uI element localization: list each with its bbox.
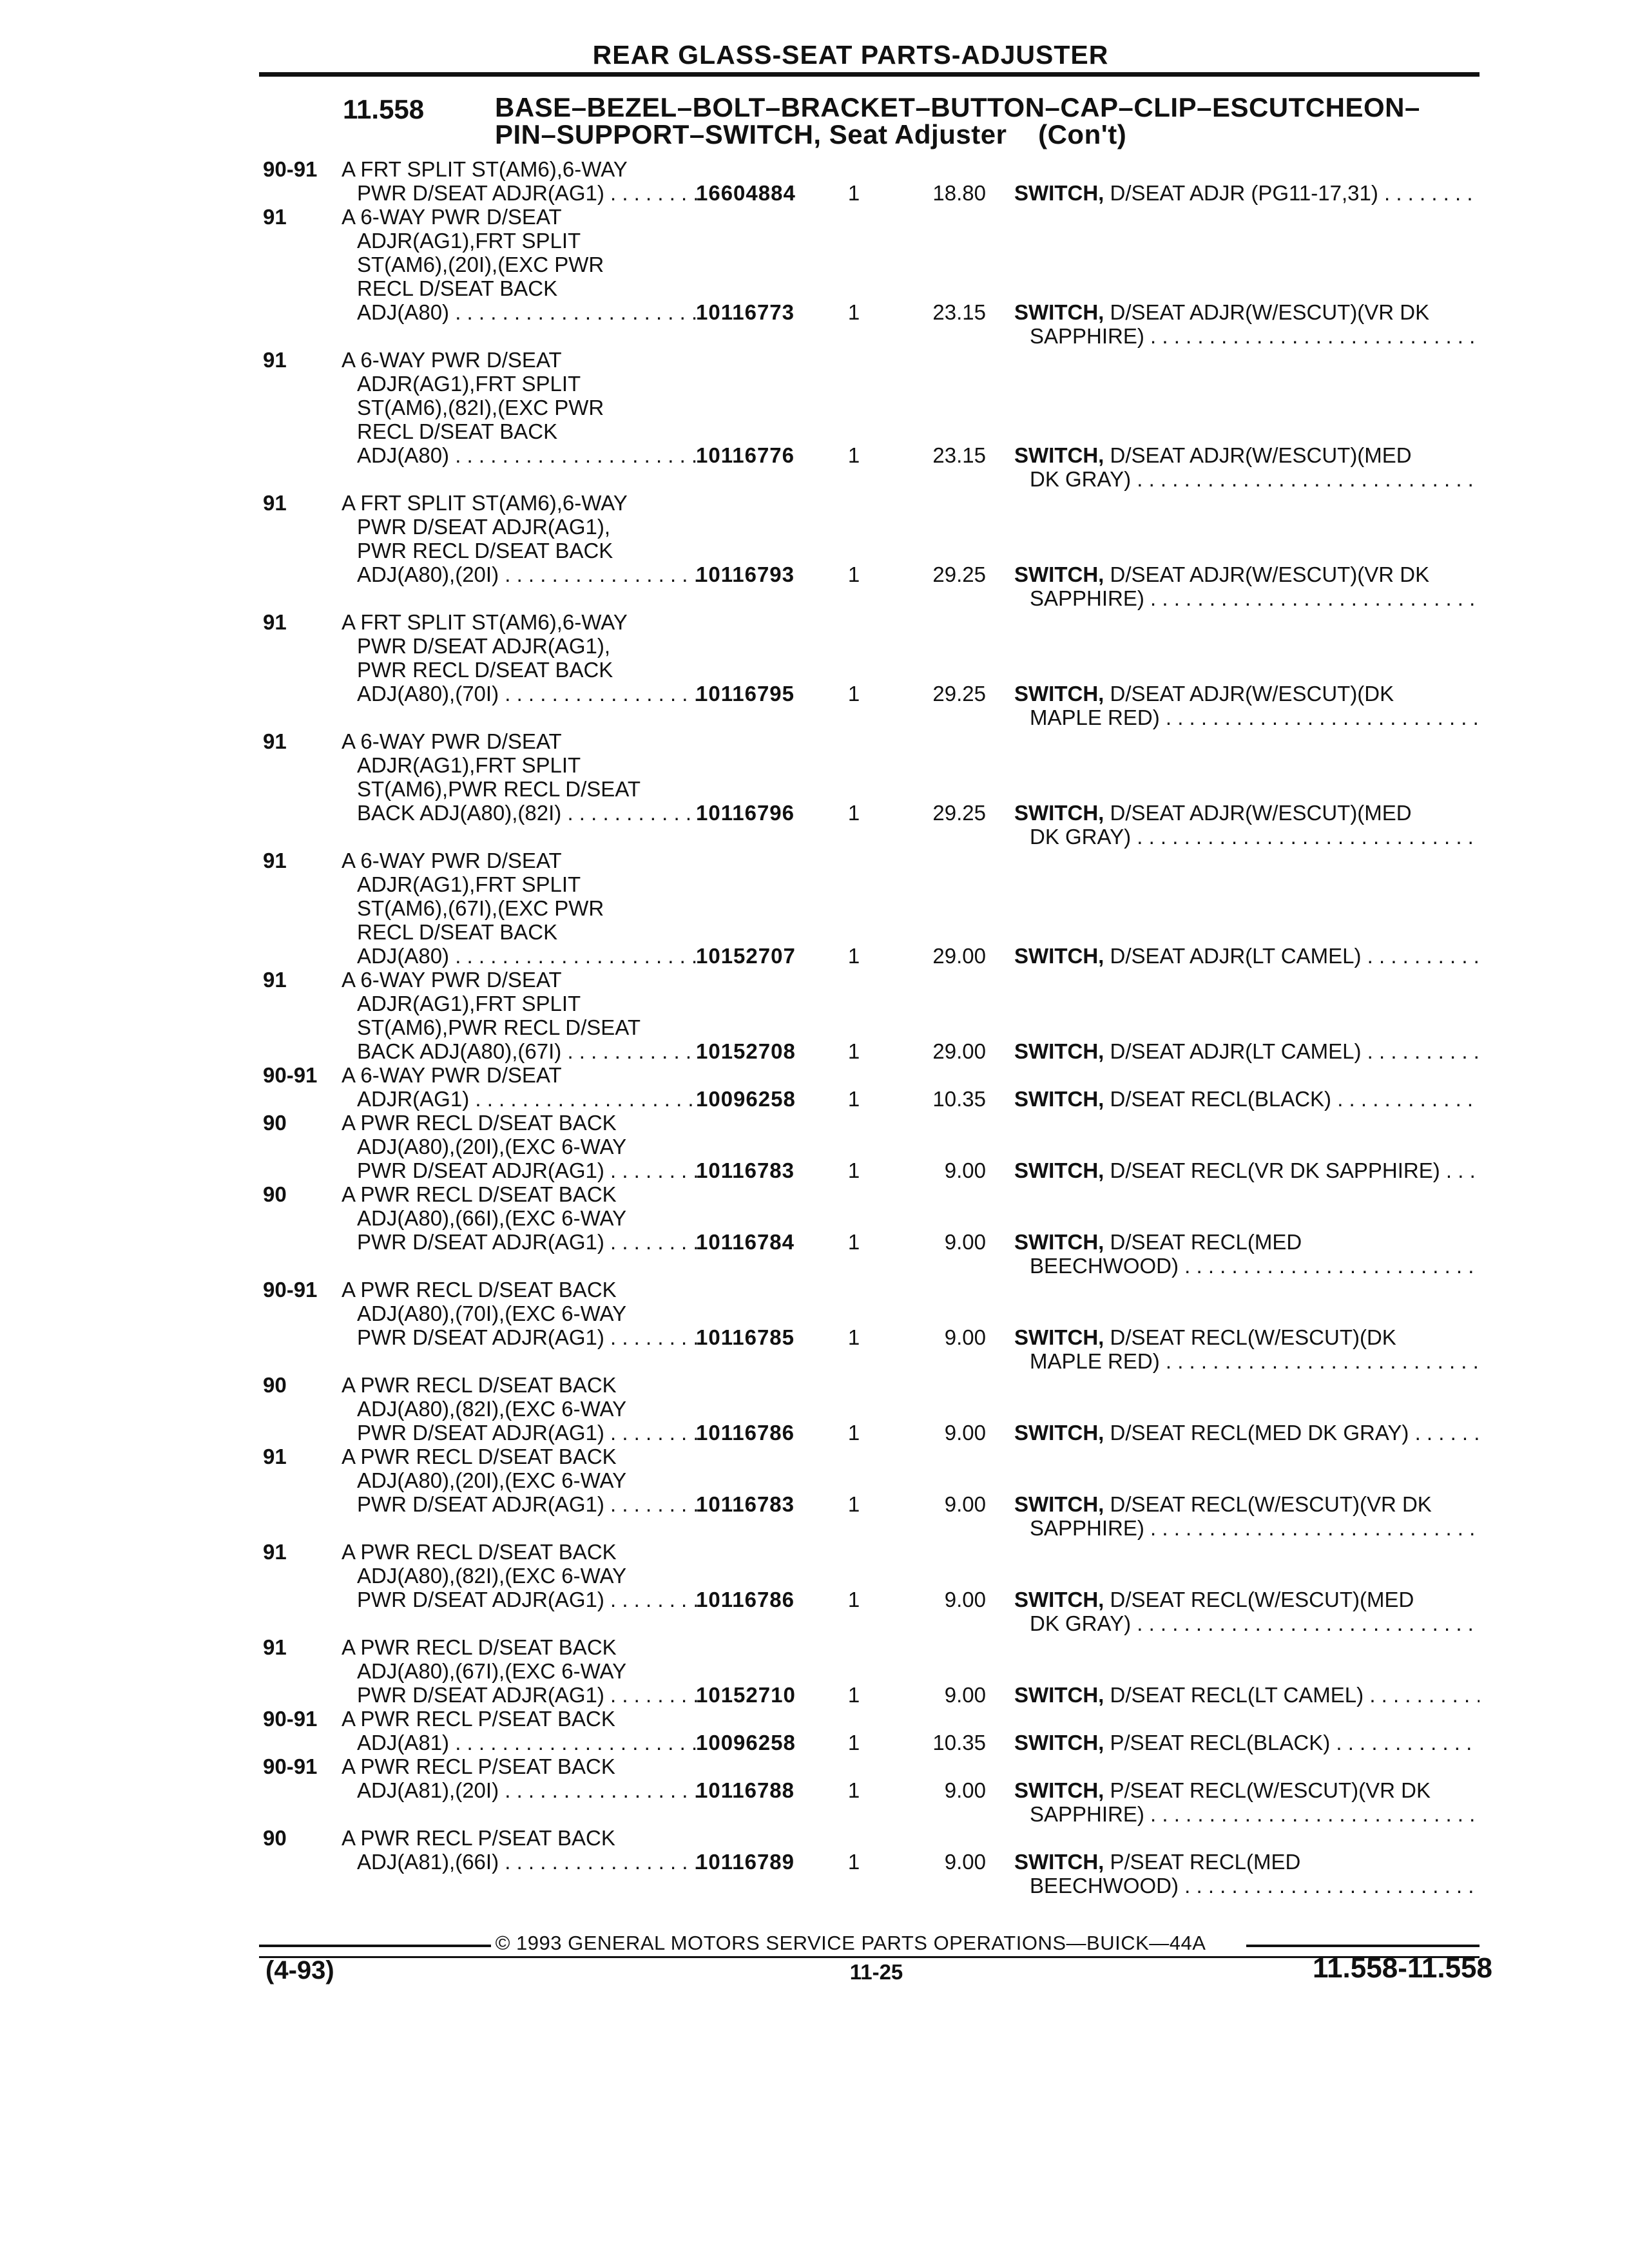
- quantity: 1: [847, 1158, 860, 1182]
- part-description: [1014, 443, 1480, 491]
- part-number: 10152708: [696, 1039, 796, 1063]
- description-line: BACK ADJ(A80),(67I) . . .: [342, 1039, 702, 1063]
- model-year: 91: [263, 1635, 287, 1659]
- description-line: ADJ(A80),(70I) . . .: [342, 682, 702, 706]
- part-number: 10116784: [696, 1230, 795, 1254]
- part-name: SWITCH,: [1014, 1731, 1104, 1754]
- part-description-line: [1014, 467, 1480, 491]
- application-description: [342, 1063, 702, 1111]
- part-description-line: [1014, 562, 1480, 586]
- section-title-line-2: PIN–SUPPORT–SWITCH, Seat Adjuster (Con't): [495, 119, 1127, 149]
- part-description-line: [1014, 181, 1480, 205]
- part-description: [1014, 1850, 1480, 1898]
- description-line: A FRT SPLIT ST(AM6),6-WAY: [342, 610, 628, 634]
- part-description: [1014, 1588, 1480, 1635]
- description-line: ADJ(A80),(20I) . . .: [342, 562, 702, 586]
- description-line: ADJ(A80),(20I),(EXC 6-WAY: [357, 1135, 627, 1158]
- model-year: 90-91: [263, 1063, 318, 1087]
- part-name: SWITCH,: [1014, 1325, 1104, 1349]
- part-entry: [0, 968, 1629, 1063]
- part-description-line: [1014, 1230, 1480, 1254]
- part-description: [1014, 1421, 1480, 1445]
- part-number: 10116776: [696, 443, 795, 467]
- part-description-line: [1014, 586, 1480, 610]
- description-line: A FRT SPLIT ST(AM6),6-WAY: [342, 491, 628, 515]
- part-description: [1014, 562, 1480, 610]
- part-entry: [0, 1635, 1629, 1707]
- part-entry: [0, 205, 1629, 348]
- application-description: [342, 1707, 702, 1754]
- model-year: 91: [263, 968, 287, 992]
- application-description: [342, 1373, 702, 1445]
- description-line: PWR D/SEAT ADJR(AG1) . . .: [342, 1588, 702, 1611]
- application-description: [342, 1182, 702, 1254]
- part-description-text: D/SEAT ADJR (PG11-17,31): [1110, 181, 1378, 205]
- part-description-text: D/SEAT RECL(VR DK SAPPHIRE): [1110, 1158, 1440, 1182]
- description-line: ST(AM6),PWR RECL D/SEAT: [357, 1015, 641, 1039]
- quantity: 1: [847, 1325, 860, 1349]
- part-entry: [0, 1540, 1629, 1635]
- description-line: PWR D/SEAT ADJR(AG1) . . .: [342, 1230, 702, 1254]
- model-year: 91: [263, 610, 287, 634]
- part-name: SWITCH,: [1014, 1778, 1104, 1802]
- part-description-line: [1014, 801, 1480, 825]
- application-description: [342, 610, 702, 706]
- part-description: [1014, 1087, 1480, 1111]
- description-line: ADJ(A80),(82I),(EXC 6-WAY: [357, 1564, 627, 1588]
- part-description-text: P/SEAT RECL(BLACK): [1110, 1731, 1331, 1754]
- description-line: A FRT SPLIT ST(AM6),6-WAY: [342, 157, 628, 181]
- model-year: 91: [263, 1540, 287, 1564]
- part-entry: [0, 491, 1629, 610]
- part-name: SWITCH,: [1014, 1683, 1104, 1707]
- description-line: PWR D/SEAT ADJR(AG1),: [357, 515, 611, 539]
- part-description-text: D/SEAT RECL(MED DK GRAY): [1110, 1421, 1409, 1445]
- part-description-text: D/SEAT ADJR(W/ESCUT)(DK: [1110, 682, 1394, 706]
- description-line: ADJ(A80) . . .: [342, 300, 702, 324]
- application-description: [342, 1278, 702, 1349]
- part-description-text: D/SEAT ADJR(LT CAMEL): [1110, 944, 1362, 968]
- part-description: [1014, 1230, 1480, 1278]
- part-description-text: D/SEAT ADJR(W/ESCUT)(MED: [1110, 801, 1412, 825]
- part-description-line: [1014, 1087, 1480, 1111]
- application-description: [342, 1445, 702, 1516]
- part-entry: [0, 348, 1629, 491]
- part-description-text: BEECHWOOD): [1030, 1254, 1179, 1278]
- application-description: [342, 849, 702, 968]
- part-name: SWITCH,: [1014, 181, 1104, 205]
- part-number: 10116795: [696, 682, 795, 706]
- price: 9.00: [944, 1778, 986, 1802]
- part-entry: [0, 1826, 1629, 1898]
- description-line: ADJR(AG1) . . .: [342, 1087, 702, 1111]
- part-name: SWITCH,: [1014, 1850, 1104, 1874]
- part-description-text: MAPLE RED): [1030, 706, 1160, 729]
- application-description: [342, 157, 702, 205]
- price: 9.00: [944, 1683, 986, 1707]
- price: 29.25: [932, 801, 986, 825]
- part-description-line: [1014, 682, 1480, 706]
- price: 29.00: [932, 1039, 986, 1063]
- application-description: [342, 205, 702, 324]
- footer-page-number: 11-25: [849, 1960, 903, 1984]
- description-line: ADJR(AG1),FRT SPLIT: [357, 992, 581, 1015]
- part-description-line: [1014, 1516, 1480, 1540]
- quantity: 1: [847, 1230, 860, 1254]
- part-number: 10116788: [696, 1778, 795, 1802]
- part-name: SWITCH,: [1014, 1588, 1104, 1611]
- description-line: ADJR(AG1),FRT SPLIT: [357, 753, 581, 777]
- part-description-text: D/SEAT RECL(W/ESCUT)(MED: [1110, 1588, 1414, 1611]
- part-description: [1014, 1778, 1480, 1826]
- application-description: [342, 1111, 702, 1182]
- description-line: PWR D/SEAT ADJR(AG1) . . .: [342, 1683, 702, 1707]
- part-entry: [0, 1111, 1629, 1182]
- description-line: ADJ(A80),(67I),(EXC 6-WAY: [357, 1659, 627, 1683]
- part-number: 10096258: [696, 1087, 796, 1111]
- price: 10.35: [932, 1731, 986, 1754]
- part-description-text: SAPPHIRE): [1030, 1516, 1144, 1540]
- part-description: [1014, 801, 1480, 849]
- part-description-line: [1014, 324, 1480, 348]
- quantity: 1: [847, 300, 860, 324]
- part-description-text: P/SEAT RECL(MED: [1110, 1850, 1301, 1874]
- quantity: 1: [847, 443, 860, 467]
- description-line: ADJ(A81) . . .: [342, 1731, 702, 1754]
- application-description: [342, 1635, 702, 1707]
- quantity: 1: [847, 1778, 860, 1802]
- application-description: [342, 1754, 702, 1802]
- description-line: A PWR RECL P/SEAT BACK: [342, 1707, 615, 1731]
- part-description-text: SAPPHIRE): [1030, 1802, 1144, 1826]
- part-name: SWITCH,: [1014, 944, 1104, 968]
- quantity: 1: [847, 682, 860, 706]
- part-number: 10116793: [696, 562, 795, 586]
- description-line: A PWR RECL D/SEAT BACK: [342, 1182, 617, 1206]
- description-line: ADJ(A80),(20I),(EXC 6-WAY: [357, 1468, 627, 1492]
- model-year: 91: [263, 491, 287, 515]
- part-description-line: [1014, 1850, 1480, 1874]
- description-line: PWR D/SEAT ADJR(AG1) . . .: [342, 181, 702, 205]
- description-line: PWR D/SEAT ADJR(AG1) . . .: [342, 1158, 702, 1182]
- description-line: PWR D/SEAT ADJR(AG1),: [357, 634, 611, 658]
- part-description: [1014, 682, 1480, 729]
- description-line: ADJR(AG1),FRT SPLIT: [357, 372, 581, 396]
- description-line: A PWR RECL D/SEAT BACK: [342, 1111, 617, 1135]
- price: 29.25: [932, 682, 986, 706]
- application-description: [342, 968, 702, 1063]
- description-line: A PWR RECL D/SEAT BACK: [342, 1635, 617, 1659]
- part-name: SWITCH,: [1014, 1087, 1104, 1111]
- part-entry: [0, 157, 1629, 205]
- part-number: 10152710: [696, 1683, 796, 1707]
- description-line: RECL D/SEAT BACK: [357, 276, 558, 300]
- part-description: [1014, 1683, 1480, 1707]
- quantity: 1: [847, 181, 860, 205]
- description-line: A 6-WAY PWR D/SEAT: [342, 729, 562, 753]
- application-description: [342, 1540, 702, 1611]
- part-description-line: [1014, 1039, 1480, 1063]
- part-name: SWITCH,: [1014, 682, 1104, 706]
- part-number: 10116773: [696, 300, 795, 324]
- part-description-line: [1014, 1325, 1480, 1349]
- part-description-text: MAPLE RED): [1030, 1349, 1160, 1373]
- description-line: A PWR RECL P/SEAT BACK: [342, 1754, 615, 1778]
- part-name: SWITCH,: [1014, 300, 1104, 324]
- description-line: ADJ(A81),(66I) . . .: [342, 1850, 702, 1874]
- description-line: A 6-WAY PWR D/SEAT: [342, 205, 562, 229]
- part-description-line: [1014, 1421, 1480, 1445]
- part-description: [1014, 1492, 1480, 1540]
- part-description-text: D/SEAT RECL(LT CAMEL): [1110, 1683, 1364, 1707]
- description-line: A 6-WAY PWR D/SEAT: [342, 348, 562, 372]
- application-description: [342, 1826, 702, 1874]
- description-line: A 6-WAY PWR D/SEAT: [342, 1063, 562, 1087]
- part-description-text: DK GRAY): [1030, 467, 1132, 491]
- part-name: SWITCH,: [1014, 1158, 1104, 1182]
- part-description-line: [1014, 1349, 1480, 1373]
- model-year: 90-91: [263, 1278, 318, 1302]
- part-description-text: DK GRAY): [1030, 825, 1132, 849]
- part-entry: [0, 1707, 1629, 1754]
- part-description-text: D/SEAT ADJR(W/ESCUT)(VR DK: [1110, 562, 1430, 586]
- description-line: ADJR(AG1),FRT SPLIT: [357, 229, 581, 253]
- part-name: SWITCH,: [1014, 1230, 1104, 1254]
- model-year: 91: [263, 729, 287, 753]
- quantity: 1: [847, 1492, 860, 1516]
- part-description-line: [1014, 1492, 1480, 1516]
- part-number: 10116786: [696, 1421, 795, 1445]
- part-number: 16604884: [696, 181, 796, 205]
- footer-rule-bottom: [259, 1956, 1480, 1958]
- part-entry: [0, 1278, 1629, 1373]
- price: 9.00: [944, 1492, 986, 1516]
- part-description-line: [1014, 1588, 1480, 1611]
- price: 9.00: [944, 1325, 986, 1349]
- part-description-text: D/SEAT ADJR(W/ESCUT)(VR DK: [1110, 300, 1430, 324]
- quantity: 1: [847, 1039, 860, 1063]
- part-number: 10116785: [696, 1325, 795, 1349]
- part-entry: [0, 729, 1629, 849]
- part-number: 10116786: [696, 1588, 795, 1611]
- part-description-text: BEECHWOOD): [1030, 1874, 1179, 1898]
- header-rule: [259, 72, 1480, 77]
- description-line: ADJ(A80) . . .: [342, 944, 702, 968]
- description-line: ST(AM6),(20I),(EXC PWR: [357, 253, 604, 276]
- part-description-line: [1014, 1802, 1480, 1826]
- description-line: PWR RECL D/SEAT BACK: [357, 539, 613, 562]
- part-description-text: P/SEAT RECL(W/ESCUT)(VR DK: [1110, 1778, 1431, 1802]
- description-line: A PWR RECL P/SEAT BACK: [342, 1826, 615, 1850]
- description-line: A PWR RECL D/SEAT BACK: [342, 1445, 617, 1468]
- part-description-text: DK GRAY): [1030, 1611, 1132, 1635]
- part-description-line: [1014, 1731, 1480, 1754]
- description-line: BACK ADJ(A80),(82I) . . .: [342, 801, 702, 825]
- description-line: PWR RECL D/SEAT BACK: [357, 658, 613, 682]
- description-line: ST(AM6),(67I),(EXC PWR: [357, 896, 604, 920]
- price: 23.15: [932, 443, 986, 467]
- price: 23.15: [932, 300, 986, 324]
- price: 9.00: [944, 1588, 986, 1611]
- quantity: 1: [847, 801, 860, 825]
- part-number: 10096258: [696, 1731, 796, 1754]
- quantity: 1: [847, 1421, 860, 1445]
- price: 9.00: [944, 1158, 986, 1182]
- price: 9.00: [944, 1850, 986, 1874]
- part-description-line: [1014, 1874, 1480, 1898]
- model-year: 91: [263, 348, 287, 372]
- part-description: [1014, 300, 1480, 348]
- description-line: A PWR RECL D/SEAT BACK: [342, 1278, 617, 1302]
- section-title-line-1: BASE–BEZEL–BOLT–BRACKET–BUTTON–CAP–CLIP–ESCUTCHEON–: [495, 92, 1420, 122]
- part-description-text: D/SEAT RECL(MED: [1110, 1230, 1302, 1254]
- part-entry: [0, 1063, 1629, 1111]
- quantity: 1: [847, 1588, 860, 1611]
- footer-section-range: 11.558-11.558: [1313, 1952, 1492, 1984]
- part-description-line: [1014, 443, 1480, 467]
- footer-date: (4-93): [265, 1956, 334, 1984]
- quantity: 1: [847, 1087, 860, 1111]
- description-line: PWR D/SEAT ADJR(AG1) . . .: [342, 1325, 702, 1349]
- part-name: SWITCH,: [1014, 562, 1104, 586]
- description-line: A PWR RECL D/SEAT BACK: [342, 1540, 617, 1564]
- part-number: 10116789: [696, 1850, 795, 1874]
- description-line: ADJ(A80),(66I),(EXC 6-WAY: [357, 1206, 627, 1230]
- model-year: 90: [263, 1182, 287, 1206]
- model-year: 91: [263, 205, 287, 229]
- part-name: SWITCH,: [1014, 801, 1104, 825]
- price: 10.35: [932, 1087, 986, 1111]
- section-number: 11.558: [343, 94, 425, 124]
- price: 18.80: [932, 181, 986, 205]
- quantity: 1: [847, 1731, 860, 1754]
- part-description-line: [1014, 1778, 1480, 1802]
- description-line: A 6-WAY PWR D/SEAT: [342, 849, 562, 872]
- description-line: RECL D/SEAT BACK: [357, 419, 558, 443]
- section-title: [495, 94, 1461, 148]
- part-description-line: [1014, 706, 1480, 729]
- part-entry: [0, 1182, 1629, 1278]
- part-entry: [0, 1754, 1629, 1826]
- part-description-line: [1014, 944, 1480, 968]
- description-line: A 6-WAY PWR D/SEAT: [342, 968, 562, 992]
- description-line: ADJ(A80),(82I),(EXC 6-WAY: [357, 1397, 627, 1421]
- parts-list: [0, 157, 1629, 1898]
- description-line: ADJ(A81),(20I) . . .: [342, 1778, 702, 1802]
- part-name: SWITCH,: [1014, 443, 1104, 467]
- part-description-line: [1014, 1254, 1480, 1278]
- price: 29.25: [932, 562, 986, 586]
- part-entry: [0, 849, 1629, 968]
- price: 9.00: [944, 1230, 986, 1254]
- description-line: ST(AM6),(82I),(EXC PWR: [357, 396, 604, 419]
- description-line: PWR D/SEAT ADJR(AG1) . . .: [342, 1421, 702, 1445]
- part-description-line: [1014, 1611, 1480, 1635]
- part-number: 10116796: [696, 801, 795, 825]
- model-year: 90: [263, 1111, 287, 1135]
- model-year: 90: [263, 1373, 287, 1397]
- application-description: [342, 348, 702, 467]
- model-year: 90-91: [263, 1707, 318, 1731]
- price: 9.00: [944, 1421, 986, 1445]
- model-year: 90-91: [263, 1754, 318, 1778]
- description-line: ADJ(A80),(70I),(EXC 6-WAY: [357, 1302, 627, 1325]
- part-description-text: SAPPHIRE): [1030, 586, 1144, 610]
- part-description-text: D/SEAT ADJR(W/ESCUT)(MED: [1110, 443, 1412, 467]
- application-description: [342, 491, 702, 586]
- part-description-text: D/SEAT RECL(BLACK): [1110, 1087, 1332, 1111]
- part-name: SWITCH,: [1014, 1421, 1104, 1445]
- part-description: [1014, 1731, 1480, 1754]
- description-line: ADJ(A80) . . .: [342, 443, 702, 467]
- model-year: 90: [263, 1826, 287, 1850]
- price: 29.00: [932, 944, 986, 968]
- part-description: [1014, 1325, 1480, 1373]
- quantity: 1: [847, 944, 860, 968]
- part-description: [1014, 944, 1480, 968]
- part-entry: [0, 610, 1629, 729]
- quantity: 1: [847, 1683, 860, 1707]
- description-line: ST(AM6),PWR RECL D/SEAT: [357, 777, 641, 801]
- application-description: [342, 729, 702, 825]
- part-description-line: [1014, 1683, 1480, 1707]
- part-name: SWITCH,: [1014, 1492, 1104, 1516]
- quantity: 1: [847, 1850, 860, 1874]
- footer-copyright: © 1993 GENERAL MOTORS SERVICE PARTS OPERATIONS—BUICK—44A: [495, 1932, 1206, 1954]
- description-line: PWR D/SEAT ADJR(AG1) . . .: [342, 1492, 702, 1516]
- part-name: SWITCH,: [1014, 1039, 1104, 1063]
- part-number: 10116783: [696, 1492, 795, 1516]
- quantity: 1: [847, 562, 860, 586]
- part-description-text: D/SEAT RECL(W/ESCUT)(DK: [1110, 1325, 1396, 1349]
- part-description: [1014, 1039, 1480, 1063]
- part-entry: [0, 1373, 1629, 1445]
- model-year: 90-91: [263, 157, 318, 181]
- part-description-text: SAPPHIRE): [1030, 324, 1144, 348]
- model-year: 91: [263, 849, 287, 872]
- part-description: [1014, 181, 1480, 205]
- part-description-text: D/SEAT ADJR(LT CAMEL): [1110, 1039, 1362, 1063]
- part-description-text: D/SEAT RECL(W/ESCUT)(VR DK: [1110, 1492, 1432, 1516]
- description-line: A PWR RECL D/SEAT BACK: [342, 1373, 617, 1397]
- page-header-title: REAR GLASS-SEAT PARTS-ADJUSTER: [592, 40, 1109, 70]
- part-description-line: [1014, 300, 1480, 324]
- part-entry: [0, 1445, 1629, 1540]
- part-number: 10152707: [696, 944, 796, 968]
- part-description-line: [1014, 1158, 1480, 1182]
- part-description-line: [1014, 825, 1480, 849]
- description-line: RECL D/SEAT BACK: [357, 920, 558, 944]
- part-number: 10116783: [696, 1158, 795, 1182]
- description-line: ADJR(AG1),FRT SPLIT: [357, 872, 581, 896]
- model-year: 91: [263, 1445, 287, 1468]
- part-description: [1014, 1158, 1480, 1182]
